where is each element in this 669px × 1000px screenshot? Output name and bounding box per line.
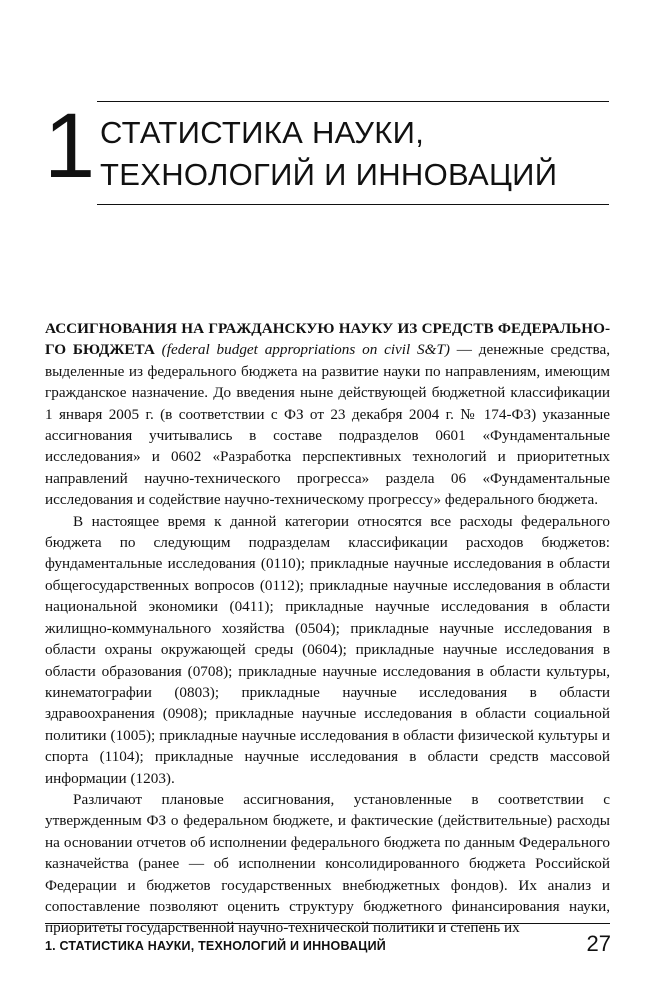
running-footer-title: 1. СТАТИСТИКА НАУКИ, ТЕХНОЛОГИЙ И ИННОВАЦИЙ (45, 939, 386, 953)
entry-definition: — денежные средства, выделенные из федерального бюджета на развитие науки по направлениям, имеющим гражданское назначение. До введения ныне действующей бюджетной классификации 1 января 2005 г. (в соответствии с ФЗ от 23 декабря 2004 г. № 174-ФЗ) указанные ассигнования учитывались в составе подразделов 0601 «Фундаментальные исследования» и 0602 «Разработка перспективных технологий и приоритетных направлений научно-технического прогресса» раздела 06 «Фундаментальные исследования и содействие научно-техническому прогрессу» федерального бюджета. (45, 341, 610, 509)
chapter-top-rule (97, 101, 609, 102)
chapter-title-line-1: СТАТИСТИКА НАУКИ, (100, 115, 425, 150)
chapter-number: 1 (44, 95, 96, 197)
entry-term-english: (federal budget appropriations on civil S&T) (161, 341, 450, 359)
chapter-bottom-rule (97, 204, 609, 205)
entry-paragraph-3: Различают плановые ассигнования, установленные в соответствии с утвержденным ФЗ о федеральном бюджете, и фактические (действительные) расходы на основании отчетов об исполнении федерального бюджета по данным Федерального казначейства (ранее — об исполнении консолидированного бюджета Российской Федерации и бюджетов государственных внебюджетных фондов). Их анализ и сопоставление позволяют оценить структуру бюджетного финансирования науки, приоритеты государственной научно-технической политики и степень их (45, 790, 610, 937)
entry-term: АССИГНОВАНИЯ НА ГРАЖДАНСКУЮ НАУКУ ИЗ СРЕДСТВ ФЕДЕРАЛЬНОГО БЮДЖЕТА (45, 320, 610, 359)
entry-paragraph-2: В настоящее время к данной категории относятся все расходы федерального бюджета по следующим подразделам классификации расходов бюджетов: фундаментальные исследования (0110); прикладные научные исследования в области общегосударственных вопросов (0112); прикладные научные исследования в области национальной экономики (0411); прикладные научные исследования в области жилищно-коммунального хозяйства (0504); прикладные научные исследования в области охраны окружающей среды (0604); прикладные научные исследования в области образования (0708); прикладные научные исследования в области культуры, кинематографии (0803); прикладные научные исследования в области здравоохранения (0908); прикладные научные исследования в области социальной политики (1005); прикладные научные исследования в области физической культуры и спорта (1104); прикладные научные исследования в области средств массовой информации (1203). (45, 512, 610, 787)
page-number: 27 (586, 931, 611, 956)
footer-rule (45, 923, 610, 924)
chapter-title-line-2: ТЕХНОЛОГИЙ И ИННОВАЦИЙ (100, 157, 558, 192)
body-text (45, 318, 610, 939)
chapter-title (100, 112, 610, 196)
entry-paragraph-1 (45, 318, 610, 511)
